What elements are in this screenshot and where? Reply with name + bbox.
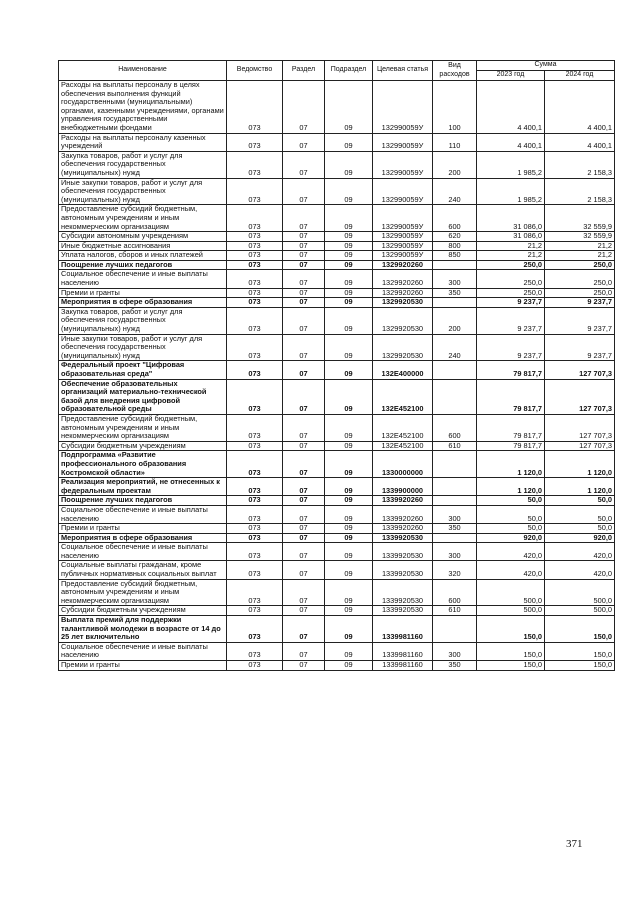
page-number: 371: [566, 838, 583, 850]
cell-dept: 073: [227, 270, 283, 288]
cell-2023: 1 120,0: [477, 451, 545, 478]
table-row: [59, 232, 615, 242]
cell-subsection: 09: [325, 616, 373, 643]
cell-subsection: 09: [325, 414, 373, 441]
cell-kind: [433, 379, 477, 414]
table-row: [59, 81, 615, 134]
cell-dept: 073: [227, 307, 283, 334]
cell-dept: 073: [227, 151, 283, 178]
cell-subsection: 09: [325, 661, 373, 671]
cell-kind: 350: [433, 524, 477, 534]
cell-kind: 350: [433, 661, 477, 671]
cell-kind: [433, 298, 477, 308]
cell-kind: 350: [433, 288, 477, 298]
cell-name: Иные бюджетные ассигнования: [59, 241, 227, 251]
cell-section: 07: [283, 606, 325, 616]
cell-section: 07: [283, 232, 325, 242]
cell-dept: 073: [227, 561, 283, 579]
cell-subsection: 09: [325, 642, 373, 660]
header-name: Наименование: [59, 61, 227, 81]
table-row: [59, 496, 615, 506]
cell-2023: 500,0: [477, 579, 545, 606]
cell-dept: 073: [227, 616, 283, 643]
table-row: [59, 561, 615, 579]
table-row: [59, 361, 615, 379]
cell-2024: 50,0: [545, 505, 615, 523]
table-row: [59, 151, 615, 178]
cell-dept: 073: [227, 361, 283, 379]
cell-2024: 2 158,3: [545, 178, 615, 205]
table-body: [59, 81, 615, 671]
cell-target: 1339900000: [373, 478, 433, 496]
cell-dept: 073: [227, 642, 283, 660]
cell-target: 1339981160: [373, 642, 433, 660]
cell-subsection: 09: [325, 478, 373, 496]
cell-2023: 79 817,7: [477, 414, 545, 441]
cell-name: Предоставление субсидий бюджетным, автономным учреждениям и иным некоммерческим организациям: [59, 579, 227, 606]
cell-name: Иные закупки товаров, работ и услуг для обеспечения государственных (муниципальных) нужд: [59, 334, 227, 361]
cell-kind: 600: [433, 205, 477, 232]
cell-kind: 240: [433, 178, 477, 205]
cell-kind: 610: [433, 441, 477, 451]
cell-subsection: 09: [325, 298, 373, 308]
cell-dept: 073: [227, 379, 283, 414]
cell-dept: 073: [227, 441, 283, 451]
cell-section: 07: [283, 543, 325, 561]
cell-section: 07: [283, 379, 325, 414]
cell-subsection: 09: [325, 579, 373, 606]
cell-2023: 21,2: [477, 241, 545, 251]
cell-kind: [433, 451, 477, 478]
cell-2024: 150,0: [545, 616, 615, 643]
cell-target: 1329920530: [373, 298, 433, 308]
cell-target: 1339920260: [373, 496, 433, 506]
cell-dept: 073: [227, 505, 283, 523]
cell-target: 1330000000: [373, 451, 433, 478]
cell-section: 07: [283, 178, 325, 205]
cell-2023: 250,0: [477, 260, 545, 270]
cell-kind: [433, 260, 477, 270]
cell-subsection: 09: [325, 451, 373, 478]
cell-kind: 610: [433, 606, 477, 616]
cell-target: 132E452100: [373, 379, 433, 414]
cell-subsection: 09: [325, 334, 373, 361]
cell-kind: [433, 616, 477, 643]
table-row: [59, 251, 615, 261]
cell-kind: 100: [433, 81, 477, 134]
cell-2024: 1 120,0: [545, 478, 615, 496]
cell-section: 07: [283, 441, 325, 451]
cell-section: 07: [283, 133, 325, 151]
cell-section: 07: [283, 251, 325, 261]
cell-name: Премии и гранты: [59, 524, 227, 534]
cell-dept: 073: [227, 524, 283, 534]
cell-target: 1339920530: [373, 579, 433, 606]
cell-subsection: 09: [325, 524, 373, 534]
cell-2024: 4 400,1: [545, 81, 615, 134]
cell-subsection: 09: [325, 178, 373, 205]
cell-name: Подпрограмма «Развитие профессионального образования Костромской области»: [59, 451, 227, 478]
cell-section: 07: [283, 561, 325, 579]
table-row: [59, 414, 615, 441]
header-subsection: Подраздел: [325, 61, 373, 81]
header-dept: Ведомство: [227, 61, 283, 81]
table-row: [59, 642, 615, 660]
cell-dept: 073: [227, 298, 283, 308]
header-section: Раздел: [283, 61, 325, 81]
cell-section: 07: [283, 505, 325, 523]
cell-name: Расходы на выплаты персоналу в целях обеспечения выполнения функций государственными (муниципальными) органами, казенными учреждениями, органами управления государственными внебюджетными фондами: [59, 81, 227, 134]
cell-name: Обеспечение образовательных организаций материально-технической базой для внедрения цифровой образовательной среды: [59, 379, 227, 414]
cell-kind: [433, 533, 477, 543]
cell-2024: 150,0: [545, 642, 615, 660]
table-row: [59, 543, 615, 561]
cell-2023: 920,0: [477, 533, 545, 543]
cell-kind: 300: [433, 505, 477, 523]
cell-target: 132990059У: [373, 81, 433, 134]
cell-subsection: 09: [325, 151, 373, 178]
table-row: [59, 133, 615, 151]
cell-kind: 800: [433, 241, 477, 251]
cell-subsection: 09: [325, 361, 373, 379]
cell-target: 132E452100: [373, 414, 433, 441]
table-row: [59, 661, 615, 671]
cell-2024: 250,0: [545, 288, 615, 298]
cell-2024: 127 707,3: [545, 414, 615, 441]
cell-section: 07: [283, 151, 325, 178]
cell-name: Премии и гранты: [59, 661, 227, 671]
cell-2024: 250,0: [545, 270, 615, 288]
cell-2024: 21,2: [545, 241, 615, 251]
cell-target: 1339981160: [373, 616, 433, 643]
table-row: [59, 178, 615, 205]
cell-dept: 073: [227, 334, 283, 361]
cell-2024: 920,0: [545, 533, 615, 543]
cell-2024: 2 158,3: [545, 151, 615, 178]
cell-2024: 32 559,9: [545, 205, 615, 232]
cell-2024: 32 559,9: [545, 232, 615, 242]
cell-kind: 300: [433, 270, 477, 288]
cell-subsection: 09: [325, 232, 373, 242]
cell-section: 07: [283, 298, 325, 308]
cell-kind: 300: [433, 543, 477, 561]
cell-target: 1339920260: [373, 505, 433, 523]
cell-kind: 600: [433, 414, 477, 441]
cell-2023: 50,0: [477, 496, 545, 506]
cell-name: Предоставление субсидий бюджетным, автономным учреждениям и иным некоммерческим организациям: [59, 205, 227, 232]
table-row: [59, 334, 615, 361]
cell-dept: 073: [227, 288, 283, 298]
cell-kind: 200: [433, 307, 477, 334]
cell-subsection: 09: [325, 270, 373, 288]
cell-name: Социальное обеспечение и иные выплаты населению: [59, 505, 227, 523]
cell-dept: 073: [227, 241, 283, 251]
table-row: [59, 478, 615, 496]
cell-section: 07: [283, 334, 325, 361]
cell-section: 07: [283, 661, 325, 671]
cell-section: 07: [283, 270, 325, 288]
cell-target: 1339920260: [373, 524, 433, 534]
cell-2023: 50,0: [477, 524, 545, 534]
cell-target: 1339920530: [373, 561, 433, 579]
cell-subsection: 09: [325, 379, 373, 414]
cell-2024: 127 707,3: [545, 379, 615, 414]
cell-name: Предоставление субсидий бюджетным, автономным учреждениям и иным некоммерческим организациям: [59, 414, 227, 441]
cell-2023: 4 400,1: [477, 133, 545, 151]
cell-2024: 21,2: [545, 251, 615, 261]
header-2024: 2024 год: [545, 71, 615, 81]
cell-subsection: 09: [325, 606, 373, 616]
header-sum: Сумма: [477, 61, 615, 71]
table-row: [59, 505, 615, 523]
cell-kind: 600: [433, 579, 477, 606]
cell-target: 132990059У: [373, 241, 433, 251]
cell-target: 1329920260: [373, 260, 433, 270]
cell-2024: 420,0: [545, 561, 615, 579]
header-kind: Вид расходов: [433, 61, 477, 81]
cell-2024: 50,0: [545, 496, 615, 506]
cell-kind: [433, 478, 477, 496]
cell-name: Иные закупки товаров, работ и услуг для обеспечения государственных (муниципальных) нужд: [59, 178, 227, 205]
cell-target: 132990059У: [373, 151, 433, 178]
cell-name: Субсидии бюджетным учреждениям: [59, 606, 227, 616]
cell-name: Премии и гранты: [59, 288, 227, 298]
cell-dept: 073: [227, 205, 283, 232]
cell-target: 132990059У: [373, 251, 433, 261]
table-row: [59, 524, 615, 534]
cell-name: Закупка товаров, работ и услуг для обеспечения государственных (муниципальных) нужд: [59, 151, 227, 178]
cell-section: 07: [283, 414, 325, 441]
cell-section: 07: [283, 288, 325, 298]
cell-target: 1329920530: [373, 307, 433, 334]
cell-name: Мероприятия в сфере образования: [59, 533, 227, 543]
cell-section: 07: [283, 533, 325, 543]
cell-name: Субсидии бюджетным учреждениям: [59, 441, 227, 451]
cell-2023: 9 237,7: [477, 334, 545, 361]
cell-2024: 500,0: [545, 579, 615, 606]
cell-2024: 1 120,0: [545, 451, 615, 478]
cell-kind: 850: [433, 251, 477, 261]
cell-subsection: 09: [325, 505, 373, 523]
cell-subsection: 09: [325, 251, 373, 261]
cell-kind: 110: [433, 133, 477, 151]
cell-target: 1339981160: [373, 661, 433, 671]
cell-2024: 9 237,7: [545, 307, 615, 334]
table-row: [59, 205, 615, 232]
cell-name: Уплата налогов, сборов и иных платежей: [59, 251, 227, 261]
cell-kind: [433, 496, 477, 506]
cell-2023: 1 985,2: [477, 151, 545, 178]
cell-dept: 073: [227, 251, 283, 261]
table-row: [59, 307, 615, 334]
cell-name: Субсидии автономным учреждениям: [59, 232, 227, 242]
cell-2023: 79 817,7: [477, 379, 545, 414]
cell-2024: 500,0: [545, 606, 615, 616]
cell-name: Поощрение лучших педагогов: [59, 496, 227, 506]
cell-2023: 150,0: [477, 616, 545, 643]
table-row: [59, 579, 615, 606]
cell-section: 07: [283, 205, 325, 232]
cell-name: Социальные выплаты гражданам, кроме публичных нормативных социальных выплат: [59, 561, 227, 579]
cell-2023: 150,0: [477, 661, 545, 671]
cell-2024: 9 237,7: [545, 334, 615, 361]
cell-2023: 31 086,0: [477, 232, 545, 242]
header-target: Целевая статья: [373, 61, 433, 81]
cell-name: Расходы на выплаты персоналу казенных учреждений: [59, 133, 227, 151]
cell-2023: 31 086,0: [477, 205, 545, 232]
cell-section: 07: [283, 524, 325, 534]
cell-2023: 1 120,0: [477, 478, 545, 496]
cell-dept: 073: [227, 81, 283, 134]
cell-2023: 420,0: [477, 543, 545, 561]
cell-name: Реализация мероприятий, не отнесенных к федеральным проектам: [59, 478, 227, 496]
cell-2023: 150,0: [477, 642, 545, 660]
cell-dept: 073: [227, 451, 283, 478]
cell-target: 132990059У: [373, 178, 433, 205]
cell-name: Социальное обеспечение и иные выплаты населению: [59, 270, 227, 288]
cell-target: 132E400000: [373, 361, 433, 379]
cell-subsection: 09: [325, 441, 373, 451]
cell-subsection: 09: [325, 307, 373, 334]
cell-2024: 9 237,7: [545, 298, 615, 308]
cell-target: 1329920530: [373, 334, 433, 361]
cell-name: Мероприятия в сфере образования: [59, 298, 227, 308]
cell-section: 07: [283, 361, 325, 379]
cell-2024: 127 707,3: [545, 441, 615, 451]
cell-2023: 79 817,7: [477, 441, 545, 451]
cell-name: Социальное обеспечение и иные выплаты населению: [59, 543, 227, 561]
cell-target: 1329920260: [373, 270, 433, 288]
cell-name: Выплата премий для поддержки талантливой молодежи в возрасте от 14 до 25 лет включительно: [59, 616, 227, 643]
cell-subsection: 09: [325, 543, 373, 561]
cell-subsection: 09: [325, 205, 373, 232]
cell-section: 07: [283, 81, 325, 134]
cell-kind: 320: [433, 561, 477, 579]
cell-2023: 21,2: [477, 251, 545, 261]
table-row: [59, 270, 615, 288]
cell-kind: 200: [433, 151, 477, 178]
cell-subsection: 09: [325, 496, 373, 506]
cell-dept: 073: [227, 178, 283, 205]
cell-dept: 073: [227, 260, 283, 270]
cell-dept: 073: [227, 533, 283, 543]
cell-2024: 4 400,1: [545, 133, 615, 151]
cell-section: 07: [283, 616, 325, 643]
table-row: [59, 379, 615, 414]
cell-target: 132990059У: [373, 232, 433, 242]
cell-section: 07: [283, 579, 325, 606]
cell-target: 1339920530: [373, 606, 433, 616]
cell-kind: 300: [433, 642, 477, 660]
cell-dept: 073: [227, 133, 283, 151]
cell-kind: 240: [433, 334, 477, 361]
cell-name: Федеральный проект "Цифровая образовательная среда": [59, 361, 227, 379]
cell-target: 1339920530: [373, 533, 433, 543]
cell-subsection: 09: [325, 81, 373, 134]
cell-dept: 073: [227, 543, 283, 561]
cell-dept: 073: [227, 414, 283, 441]
cell-section: 07: [283, 478, 325, 496]
cell-2023: 420,0: [477, 561, 545, 579]
cell-target: 132E452100: [373, 441, 433, 451]
cell-target: 1339920530: [373, 543, 433, 561]
cell-2023: 9 237,7: [477, 298, 545, 308]
cell-2023: 9 237,7: [477, 307, 545, 334]
cell-kind: 620: [433, 232, 477, 242]
cell-name: Закупка товаров, работ и услуг для обеспечения государственных (муниципальных) нужд: [59, 307, 227, 334]
cell-subsection: 09: [325, 241, 373, 251]
cell-2023: 1 985,2: [477, 178, 545, 205]
cell-subsection: 09: [325, 561, 373, 579]
table-row: [59, 298, 615, 308]
cell-dept: 073: [227, 579, 283, 606]
cell-name: Социальное обеспечение и иные выплаты населению: [59, 642, 227, 660]
cell-section: 07: [283, 260, 325, 270]
cell-dept: 073: [227, 496, 283, 506]
cell-2024: 127 707,3: [545, 361, 615, 379]
cell-section: 07: [283, 451, 325, 478]
cell-subsection: 09: [325, 133, 373, 151]
cell-section: 07: [283, 496, 325, 506]
cell-target: 132990059У: [373, 205, 433, 232]
cell-2023: 50,0: [477, 505, 545, 523]
cell-dept: 073: [227, 606, 283, 616]
cell-2023: 250,0: [477, 270, 545, 288]
cell-dept: 073: [227, 232, 283, 242]
cell-name: Поощрение лучших педагогов: [59, 260, 227, 270]
cell-2024: 50,0: [545, 524, 615, 534]
cell-subsection: 09: [325, 260, 373, 270]
cell-subsection: 09: [325, 288, 373, 298]
cell-section: 07: [283, 241, 325, 251]
cell-2024: 420,0: [545, 543, 615, 561]
budget-table: [58, 60, 615, 671]
header-2023: 2023 год: [477, 71, 545, 81]
cell-2023: 250,0: [477, 288, 545, 298]
cell-kind: [433, 361, 477, 379]
table-row: [59, 451, 615, 478]
cell-2023: 79 817,7: [477, 361, 545, 379]
cell-2023: 4 400,1: [477, 81, 545, 134]
cell-section: 07: [283, 642, 325, 660]
cell-2024: 250,0: [545, 260, 615, 270]
cell-dept: 073: [227, 478, 283, 496]
cell-target: 132990059У: [373, 133, 433, 151]
cell-2023: 500,0: [477, 606, 545, 616]
cell-section: 07: [283, 307, 325, 334]
cell-target: 1329920260: [373, 288, 433, 298]
cell-subsection: 09: [325, 533, 373, 543]
table-row: [59, 616, 615, 643]
cell-dept: 073: [227, 661, 283, 671]
cell-2024: 150,0: [545, 661, 615, 671]
